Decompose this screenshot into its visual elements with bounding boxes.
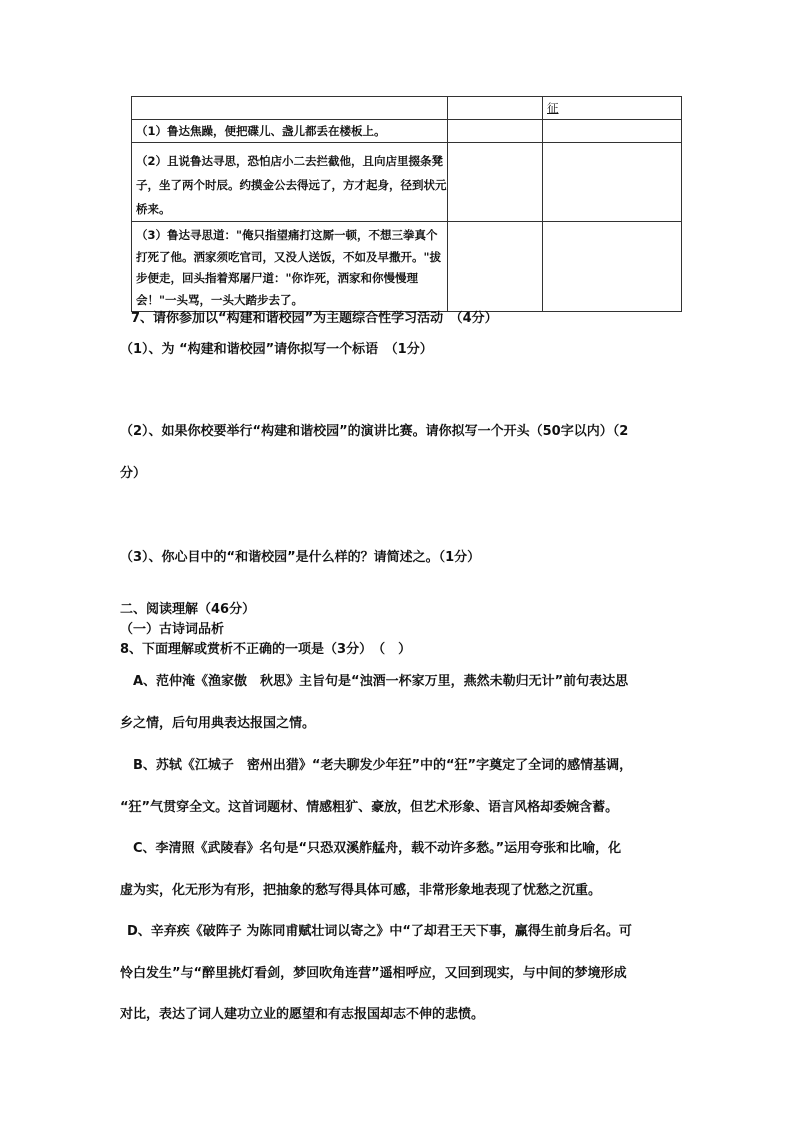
- option-c-line2: 虚为实，化无形为有形，把抽象的愁写得具体可感，非常形象地表现了忧愁之沉重。: [120, 883, 602, 898]
- q7-sub1: （1）、为 “构建和谐校园”请你拟写一个标语 （1分）: [120, 342, 433, 357]
- section-subtitle: （一）古诗词品析: [120, 622, 225, 637]
- option-d-line3: 对比，表达了词人建功立业的愿望和有志报国却志不伸的悲愤。: [120, 1007, 485, 1022]
- table-header-cell: [132, 97, 448, 120]
- q7-sub3: （3）、你心目中的“和谐校园”是什么样的？请简述之。（1分）: [120, 550, 481, 565]
- table-row: [132, 143, 682, 222]
- table-header-row: [132, 97, 682, 120]
- table-header-cell: [448, 97, 543, 120]
- section-title: 二、阅读理解（46分）: [120, 602, 256, 617]
- table-cell-blank[interactable]: [448, 222, 543, 312]
- option-b-line1: B、苏轼《江城子 密州出猎》“老夫聊发少年狂”中的“狂”字奠定了全词的感情基调，: [133, 758, 633, 773]
- table-header-cell: [543, 97, 682, 120]
- q7-sub2-line2: 分）: [120, 466, 147, 481]
- option-d-line2: 怜白发生”与“醉里挑灯看剑，梦回吹角连营”遥相呼应，又回到现实，与中间的梦境形成: [120, 966, 627, 981]
- table-cell-text: （3）鲁达寻思道："俺只指望痛打这厮一顿，不想三拳真个打死了他。洒家须吃官司，又没人送饭，不如及早撒开。"拔步便走，回头指着郑屠尸道："你诈死，洒家和你慢慢理会！"一头骂，一头大踏步去了。: [132, 222, 448, 312]
- table-cell-blank[interactable]: [448, 143, 543, 222]
- table-cell-text: （2）且说鲁达寻思，恐怕店小二去拦截他，且向店里掇条凳子，坐了两个时辰。约摸金公去得远了，方才起身，径到状元桥来。: [132, 143, 448, 222]
- table-cell-blank[interactable]: [543, 120, 682, 143]
- option-d-line1: D、辛弃疾《破阵子 为陈同甫赋壮词以寄之》中“了却君王天下事，赢得生前身后名。可: [127, 924, 632, 939]
- table-cell-text: （1）鲁达焦躁，便把碟儿、盏儿都丢在楼板上。: [132, 120, 448, 143]
- option-a-line1: A、范仲淹《渔家傲 秋思》主旨句是“浊酒一杯家万里，燕然未勒归无计”前句表达思: [133, 674, 629, 689]
- option-b-line2: “狂”气贯穿全文。这首词题材、情感粗犷、豪放，但艺术形象、语言风格却委婉含蓄。: [120, 800, 619, 815]
- q7-title: 7、请你参加以“构建和谐校园”为主题综合性学习活动 （4分）: [131, 311, 498, 326]
- table-cell-blank[interactable]: [543, 222, 682, 312]
- table-cell-blank[interactable]: [543, 143, 682, 222]
- table-header-label: 征: [547, 101, 559, 115]
- option-a-line2: 乡之情，后句用典表达报国之情。: [120, 716, 316, 731]
- q7-sub2-line1: （2）、如果你校要举行“构建和谐校园”的演讲比赛。请你拟写一个开头（50字以内）（2: [120, 424, 629, 439]
- table-row: [132, 120, 682, 143]
- table-cell-blank[interactable]: [448, 120, 543, 143]
- table-row: [132, 222, 682, 312]
- q8-stem: 8、下面理解或赏析不正确的一项是（3分） （ ）: [120, 642, 412, 657]
- analysis-table: [131, 96, 682, 312]
- option-c-line1: C、李清照《武陵春》名句是“只恐双溪舴艋舟，载不动许多愁。”运用夸张和比喻，化: [133, 841, 622, 856]
